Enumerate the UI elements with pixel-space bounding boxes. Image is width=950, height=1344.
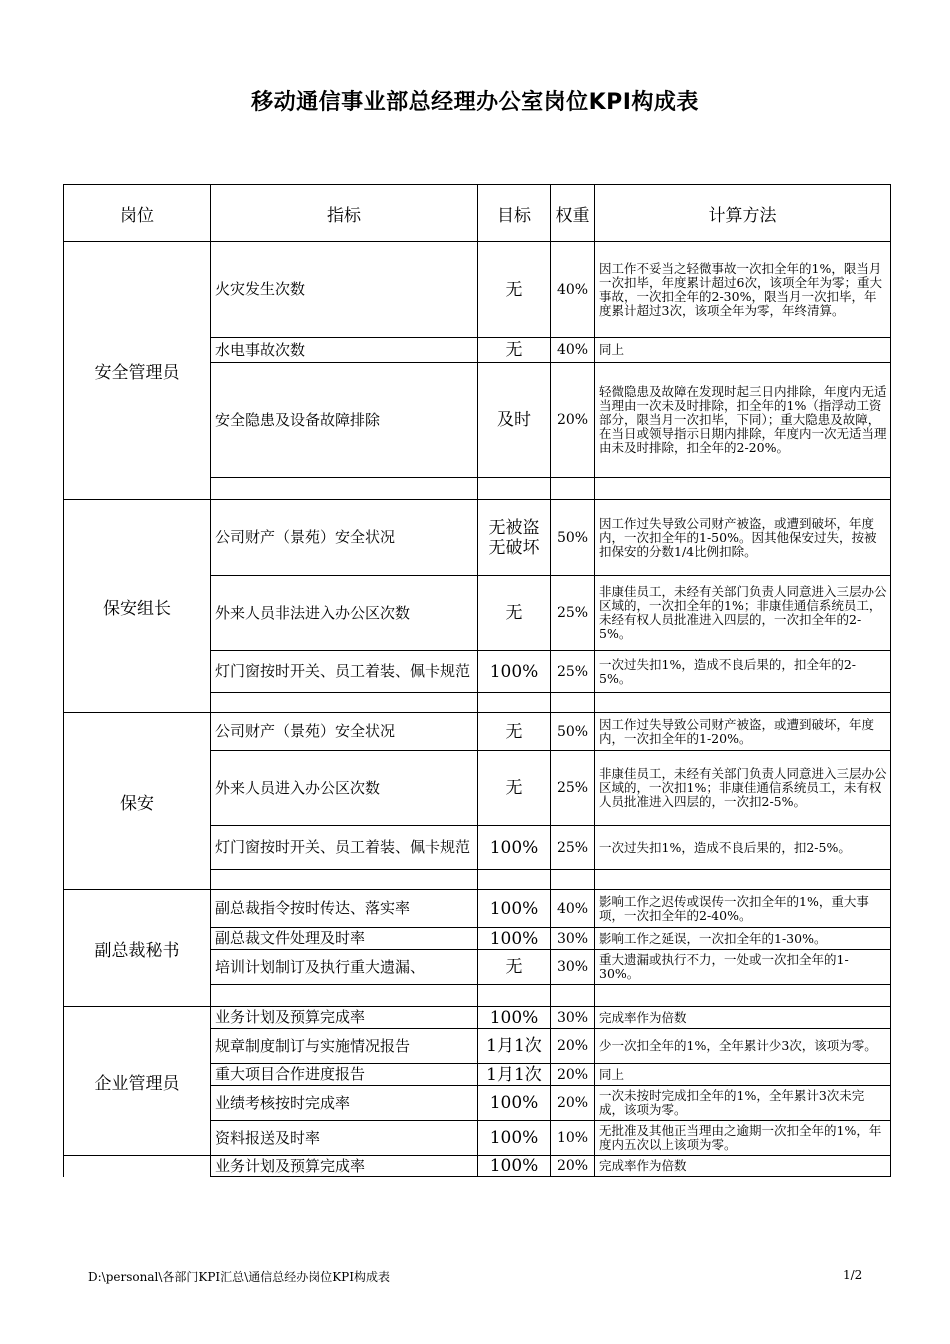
header-target: 目标 xyxy=(478,185,551,242)
footer-path: D:\personal\各部门KPI汇总\通信总经办岗位KPI构成表 xyxy=(88,1270,390,1284)
header-row xyxy=(64,185,891,242)
position-cell: 保安组长 xyxy=(64,500,211,713)
page-title: 移动通信事业部总经理办公室岗位KPI构成表 xyxy=(251,90,699,115)
weight-cell: 30% xyxy=(551,928,595,950)
method-cell: 一次过失扣1%，造成不良后果的，扣2-5%。 xyxy=(595,826,891,870)
position-cell: 企业管理员 xyxy=(64,1007,211,1156)
target-cell: 无 xyxy=(478,242,551,338)
weight-cell: 50% xyxy=(551,500,595,576)
indicator-cell: 培训计划制订及执行重大遗漏、 xyxy=(211,950,478,985)
table-row xyxy=(64,242,891,338)
weight-cell xyxy=(551,870,595,890)
header-weight: 权重 xyxy=(551,185,595,242)
weight-cell: 20% xyxy=(551,1064,595,1086)
target-cell: 100% xyxy=(478,1007,551,1029)
indicator-cell: 灯门窗按时开关、员工着装、佩卡规范 xyxy=(211,651,478,693)
indicator-cell: 火灾发生次数 xyxy=(211,242,478,338)
weight-cell: 25% xyxy=(551,576,595,651)
weight-cell: 25% xyxy=(551,651,595,693)
indicator-cell: 安全隐患及设备故障排除 xyxy=(211,363,478,478)
position-cell xyxy=(64,1156,211,1177)
method-cell: 无批准及其他正当理由之逾期一次扣全年的1%，年度内五次以上该项为零。 xyxy=(595,1121,891,1156)
target-cell: 100% xyxy=(478,1156,551,1177)
weight-cell xyxy=(551,478,595,500)
method-cell: 轻微隐患及故障在发现时起三日内排除，年度内无适当理由一次未及时排除，扣全年的1%（指浮动工资部分，限当月一次扣毕，下同）；重大隐患及故障，在当日或领导指示日期内排除，年度内一次无适当理由未及时排除，扣全年的2-20%。 xyxy=(595,363,891,478)
target-cell xyxy=(478,985,551,1007)
method-cell: 完成率作为倍数 xyxy=(595,1156,891,1177)
method-cell: 因工作不妥当之轻微事故一次扣全年的1%，限当月一次扣毕，年度累计超过6次，该项全年为零；重大事故，一次扣全年的2-30%，限当月一次扣毕，年度累计超过3次，该项全年为零，年终清算。 xyxy=(595,242,891,338)
table-row xyxy=(64,1156,891,1177)
weight-cell: 20% xyxy=(551,1029,595,1064)
indicator-cell xyxy=(211,870,478,890)
method-cell: 少一次扣全年的1%，全年累计少3次，该项为零。 xyxy=(595,1029,891,1064)
weight-cell: 30% xyxy=(551,950,595,985)
table-row xyxy=(64,1007,891,1029)
header-indicator: 指标 xyxy=(211,185,478,242)
weight-cell: 20% xyxy=(551,363,595,478)
indicator-cell xyxy=(211,693,478,713)
header-method: 计算方法 xyxy=(595,185,891,242)
target-cell: 及时 xyxy=(478,363,551,478)
method-cell: 一次过失扣1%，造成不良后果的，扣全年的2-5%。 xyxy=(595,651,891,693)
target-cell: 100% xyxy=(478,890,551,928)
target-cell: 100% xyxy=(478,1121,551,1156)
weight-cell xyxy=(551,693,595,713)
target-cell: 无被盗 无破坏 xyxy=(478,500,551,576)
indicator-cell: 公司财产（景苑）安全状况 xyxy=(211,713,478,751)
method-cell: 同上 xyxy=(595,338,891,363)
indicator-cell: 重大项目合作进度报告 xyxy=(211,1064,478,1086)
indicator-cell: 业绩考核按时完成率 xyxy=(211,1086,478,1121)
indicator-cell: 副总裁文件处理及时率 xyxy=(211,928,478,950)
method-cell: 重大遗漏或执行不力，一处或一次扣全年的1-30%。 xyxy=(595,950,891,985)
indicator-cell: 业务计划及预算完成率 xyxy=(211,1007,478,1029)
method-cell: 同上 xyxy=(595,1064,891,1086)
indicator-cell: 外来人员非法进入办公区次数 xyxy=(211,576,478,651)
target-cell: 无 xyxy=(478,751,551,826)
indicator-cell: 业务计划及预算完成率 xyxy=(211,1156,478,1177)
indicator-cell xyxy=(211,478,478,500)
indicator-cell: 规章制度制订与实施情况报告 xyxy=(211,1029,478,1064)
indicator-cell: 外来人员进入办公区次数 xyxy=(211,751,478,826)
weight-cell: 40% xyxy=(551,890,595,928)
kpi-table xyxy=(63,184,891,1177)
weight-cell xyxy=(551,985,595,1007)
header-position: 岗位 xyxy=(64,185,211,242)
weight-cell: 30% xyxy=(551,1007,595,1029)
footer-page: 1/2 xyxy=(843,1268,863,1282)
table-row xyxy=(64,713,891,751)
target-cell xyxy=(478,478,551,500)
weight-cell: 40% xyxy=(551,338,595,363)
method-cell xyxy=(595,870,891,890)
method-cell: 非康佳员工，未经有关部门负责人同意进入三层办公区域的，一次扣1%；非康佳通信系统员工，未有权人员批准进入四层的，一次扣2-5%。 xyxy=(595,751,891,826)
target-cell xyxy=(478,870,551,890)
position-cell: 副总裁秘书 xyxy=(64,890,211,1007)
weight-cell: 25% xyxy=(551,826,595,870)
target-cell: 100% xyxy=(478,1086,551,1121)
weight-cell: 20% xyxy=(551,1086,595,1121)
method-cell xyxy=(595,478,891,500)
position-cell: 安全管理员 xyxy=(64,242,211,500)
method-cell: 影响工作之迟传或误传一次扣全年的1%，重大事项，一次扣全年的2-40%。 xyxy=(595,890,891,928)
target-cell: 1月1次 xyxy=(478,1029,551,1064)
weight-cell: 50% xyxy=(551,713,595,751)
method-cell xyxy=(595,985,891,1007)
indicator-cell: 灯门窗按时开关、员工着装、佩卡规范 xyxy=(211,826,478,870)
position-cell: 保安 xyxy=(64,713,211,890)
weight-cell: 25% xyxy=(551,751,595,826)
method-cell: 因工作过失导致公司财产被盗，或遭到破坏，年度内，一次扣全年的1-50%。因其他保安过失，按被扣保安的分数1/4比例扣除。 xyxy=(595,500,891,576)
method-cell xyxy=(595,693,891,713)
indicator-cell xyxy=(211,985,478,1007)
target-cell: 100% xyxy=(478,826,551,870)
method-cell: 一次未按时完成扣全年的1%，全年累计3次未完成，该项为零。 xyxy=(595,1086,891,1121)
indicator-cell: 水电事故次数 xyxy=(211,338,478,363)
target-cell: 1月1次 xyxy=(478,1064,551,1086)
target-cell: 无 xyxy=(478,576,551,651)
indicator-cell: 公司财产（景苑）安全状况 xyxy=(211,500,478,576)
method-cell: 非康佳员工，未经有关部门负责人同意进入三层办公区域的，一次扣全年的1%；非康佳通信系统员工，未经有权人员批准进入四层的，一次扣全年的2-5%。 xyxy=(595,576,891,651)
weight-cell: 40% xyxy=(551,242,595,338)
target-cell: 100% xyxy=(478,651,551,693)
method-cell: 完成率作为倍数 xyxy=(595,1007,891,1029)
table-row xyxy=(64,890,891,928)
target-cell xyxy=(478,693,551,713)
indicator-cell: 副总裁指令按时传达、落实率 xyxy=(211,890,478,928)
target-cell: 100% xyxy=(478,928,551,950)
method-cell: 因工作过失导致公司财产被盗，或遭到破坏，年度内，一次扣全年的1-20%。 xyxy=(595,713,891,751)
target-cell: 无 xyxy=(478,338,551,363)
table-row xyxy=(64,500,891,576)
method-cell: 影响工作之延误，一次扣全年的1-30%。 xyxy=(595,928,891,950)
target-cell: 无 xyxy=(478,713,551,751)
weight-cell: 10% xyxy=(551,1121,595,1156)
target-cell: 无 xyxy=(478,950,551,985)
indicator-cell: 资料报送及时率 xyxy=(211,1121,478,1156)
weight-cell: 20% xyxy=(551,1156,595,1177)
